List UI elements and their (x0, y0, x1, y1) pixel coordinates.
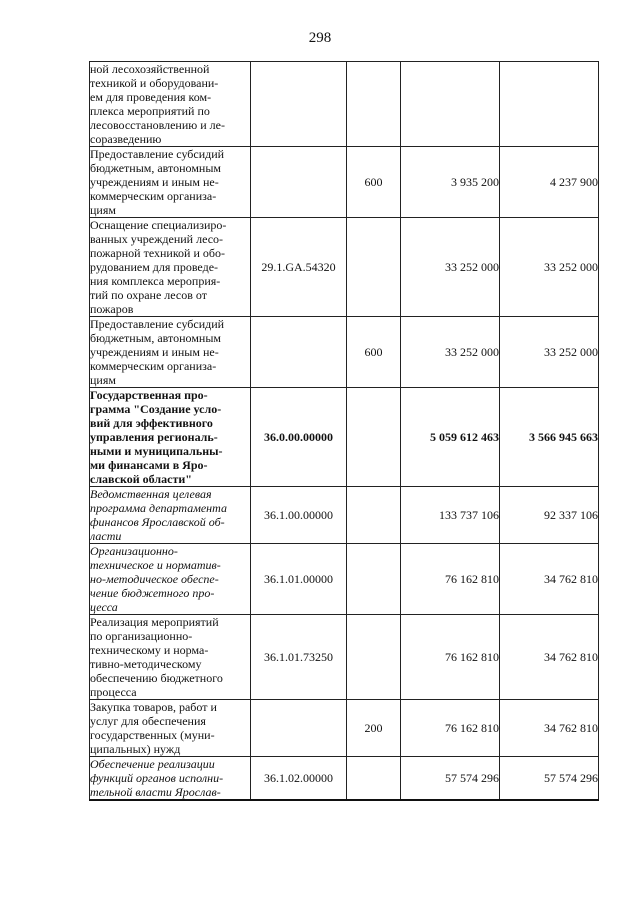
target-article-code (251, 317, 347, 388)
target-article-code: 36.1.01.00000 (251, 544, 347, 615)
row-name-line: учреждениям и иным не- (90, 175, 219, 189)
row-name-cell (90, 487, 251, 544)
budget-table (89, 61, 599, 801)
row-name-line: техникой и оборудовани- (90, 76, 219, 90)
row-name-line: ласти (90, 529, 122, 543)
expense-type-code: 600 (347, 317, 401, 388)
row-name-line: тий по охране лесов от (90, 288, 207, 302)
expense-type-code (347, 487, 401, 544)
amount-year-1: 133 737 106 (401, 487, 500, 544)
table-row (90, 388, 599, 487)
row-name-line: соразведению (90, 132, 162, 146)
row-name-line: коммерческим организа- (90, 359, 217, 373)
row-name-cell (90, 62, 251, 147)
table-row (90, 147, 599, 218)
amount-year-1: 76 162 810 (401, 615, 500, 700)
target-article-code: 36.1.02.00000 (251, 757, 347, 801)
row-name-line: ванных учреждений лесо- (90, 232, 224, 246)
amount-year-2: 34 762 810 (500, 615, 599, 700)
row-name-line: тивно-методическому (90, 657, 202, 671)
row-name-line: рудованием для проведе- (90, 260, 219, 274)
row-name-line: учреждениям и иным не- (90, 345, 219, 359)
amount-year-2: 57 574 296 (500, 757, 599, 801)
row-name-line: славской области" (90, 472, 192, 486)
table-row (90, 700, 599, 757)
table-row (90, 218, 599, 317)
row-name-line: Закупка товаров, работ и (90, 700, 217, 714)
row-name-line: ными и муниципальны- (90, 444, 223, 458)
row-name-line: чение бюджетного про- (90, 586, 215, 600)
row-name-line: Предоставление субсидий (90, 147, 225, 161)
row-name-cell (90, 757, 251, 801)
row-name-line: вий для эффективного (90, 416, 213, 430)
expense-type-code (347, 388, 401, 487)
row-name-line: пожарной техникой и обо- (90, 246, 226, 260)
row-name-line: пожаров (90, 302, 134, 316)
row-name-line: Реализация мероприятий (90, 615, 219, 629)
row-name-line: по организационно- (90, 629, 193, 643)
row-name-line: бюджетным, автономным (90, 331, 221, 345)
row-name-line: обеспечению бюджетного (90, 671, 223, 685)
row-name-line: плекса мероприятий по (90, 104, 210, 118)
amount-year-1: 33 252 000 (401, 218, 500, 317)
page-number: 298 (308, 30, 332, 46)
row-name-cell (90, 317, 251, 388)
row-name-line: техническое и норматив- (90, 558, 221, 572)
amount-year-2: 33 252 000 (500, 317, 599, 388)
amount-year-2: 33 252 000 (500, 218, 599, 317)
row-name-cell (90, 388, 251, 487)
amount-year-2 (500, 62, 599, 147)
table-row (90, 757, 599, 801)
amount-year-1: 5 059 612 463 (401, 388, 500, 487)
amount-year-2: 3 566 945 663 (500, 388, 599, 487)
row-name-line: Государственная про- (90, 388, 208, 402)
row-name-cell (90, 218, 251, 317)
table-row (90, 62, 599, 147)
expense-type-code (347, 62, 401, 147)
expense-type-code (347, 218, 401, 317)
row-name-line: финансов Ярославской об- (90, 515, 225, 529)
budget-table-body (90, 62, 599, 801)
row-name-line: тельной власти Ярослав- (90, 785, 221, 799)
row-name-line: циям (90, 373, 116, 387)
target-article-code: 36.0.00.00000 (251, 388, 347, 487)
row-name-line: функций органов исполни- (90, 771, 224, 785)
row-name-line: услуг для обеспечения (90, 714, 206, 728)
row-name-line: процесса (90, 685, 137, 699)
row-name-line: бюджетным, автономным (90, 161, 221, 175)
amount-year-2: 4 237 900 (500, 147, 599, 218)
expense-type-code (347, 757, 401, 801)
table-row (90, 487, 599, 544)
amount-year-1: 57 574 296 (401, 757, 500, 801)
row-name-cell (90, 615, 251, 700)
amount-year-1: 76 162 810 (401, 700, 500, 757)
expense-type-code: 600 (347, 147, 401, 218)
row-name-line: цесса (90, 600, 118, 614)
row-name-cell (90, 544, 251, 615)
row-name-cell (90, 147, 251, 218)
expense-type-code: 200 (347, 700, 401, 757)
row-name-line: Оснащение специализиро- (90, 218, 227, 232)
row-name-line: государственных (муни- (90, 728, 215, 742)
row-name-line: но-методическое обеспе- (90, 572, 219, 586)
expense-type-code (347, 615, 401, 700)
target-article-code: 36.1.00.00000 (251, 487, 347, 544)
table-row (90, 615, 599, 700)
row-name-line: коммерческим организа- (90, 189, 217, 203)
row-name-line: ной лесохозяйственной (90, 62, 210, 76)
amount-year-1: 3 935 200 (401, 147, 500, 218)
row-name-line: циям (90, 203, 116, 217)
row-name-line: программа департамента (90, 501, 227, 515)
table-row (90, 317, 599, 388)
row-name-line: грамма "Создание усло- (90, 402, 222, 416)
amount-year-1: 33 252 000 (401, 317, 500, 388)
amount-year-2: 34 762 810 (500, 700, 599, 757)
amount-year-1: 76 162 810 (401, 544, 500, 615)
target-article-code (251, 700, 347, 757)
row-name-line: Ведомственная целевая (90, 487, 212, 501)
row-name-line: управления региональ- (90, 430, 218, 444)
row-name-line: Предоставление субсидий (90, 317, 225, 331)
amount-year-1 (401, 62, 500, 147)
target-article-code (251, 62, 347, 147)
row-name-line: ем для проведения ком- (90, 90, 212, 104)
row-name-line: ния комплекса мероприя- (90, 274, 221, 288)
row-name-line: Организационно- (90, 544, 178, 558)
row-name-line: лесовосстановлению и ле- (90, 118, 225, 132)
target-article-code (251, 147, 347, 218)
target-article-code: 29.1.GA.54320 (251, 218, 347, 317)
target-article-code: 36.1.01.73250 (251, 615, 347, 700)
row-name-line: ципальных) нужд (90, 742, 181, 756)
row-name-cell (90, 700, 251, 757)
row-name-line: Обеспечение реализации (90, 757, 215, 771)
amount-year-2: 92 337 106 (500, 487, 599, 544)
table-row (90, 544, 599, 615)
expense-type-code (347, 544, 401, 615)
row-name-line: техническому и норма- (90, 643, 209, 657)
row-name-line: ми финансами в Яро- (90, 458, 208, 472)
amount-year-2: 34 762 810 (500, 544, 599, 615)
